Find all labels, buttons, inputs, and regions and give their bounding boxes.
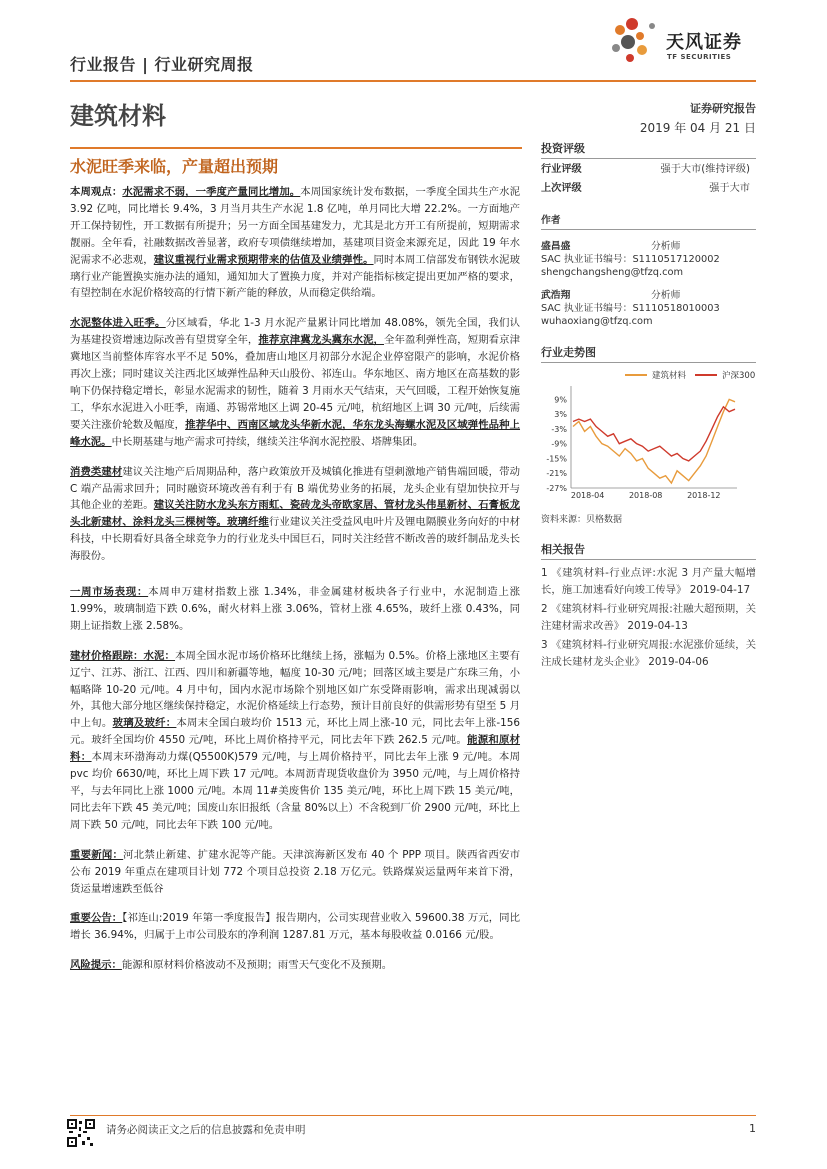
rating-key: 上次评级 [541, 183, 582, 194]
y-tick-label: -3% [551, 424, 567, 434]
author-email[interactable]: wuhaoxiang@tfzq.com [541, 316, 653, 327]
trend-chart [541, 364, 756, 506]
report-type: 行业报告 | 行业研究周报 [70, 55, 254, 74]
rating-row [541, 179, 756, 198]
related-box [541, 541, 756, 673]
rating-row [541, 160, 756, 179]
label-cement-price: 水泥： [143, 649, 176, 662]
trend-heading: 行业走势图 [541, 344, 756, 363]
bold-demand: 水泥需求不弱，一季度产量同比增加。 [122, 186, 301, 198]
text-announce: 【祁连山:2019 年第一季度报告】报告期内，公司实现营业收入 59600.38 万元，同比增长 36.94%，归属于上市公司股东的净利润 1287.81 万元，基本每股收益 0.0166 元/股。 [70, 912, 521, 942]
text-news: 河北禁止新建、扩建水泥等产能。天津滨海新区发布 40 个 PPP 项目。陕西省西安市公布 2019 年重点在建项目计划 772 个项目总投资 2.18 万亿元。铁路煤炭运量两年来首下滑，货运量增速跌至低谷 [70, 848, 521, 895]
related-heading: 相关报告 [541, 541, 756, 560]
label-risk: 风险提示： [70, 959, 122, 972]
text-view: 本周国家统计发布数据，一季度全国共生产水泥 3.92 亿吨，同比增长 9.4%，3 月当月共生产水泥 1.8 亿吨，单月同比大增 22.2%。一方面地产开工保持韧性，开工数据有所提升；另一方面全国基建发力，尤其是北方开工有所提前，短期需求靓丽。全年看，社融数据改善显著，政府专项债继续增加，基建项目资金来源充足，因此 19 年水泥需求不必悲观， [70, 186, 521, 266]
text-glass-price: 本周末全国白玻均价 1513 元，环比上周上涨-10 元，同比去年上涨-156 元。玻纤全国均价 4550 元/吨，环比上周价格持平元，同比去年下跌 262.5 元/吨。 [70, 717, 521, 747]
footer-disclaimer[interactable]: 请务必阅读正文之后的信息披露和免责申明 [106, 1124, 306, 1136]
bold-recommend: 建议重视行业需求预期带来的估值及业绩弹性。 [153, 253, 374, 266]
bold-jidong: 推荐京津冀龙头冀东水泥， [258, 334, 385, 347]
header-divider [70, 80, 756, 82]
text-risk: 能源和原材料价格波动不及预期；雨雪天气变化不及预期。 [121, 959, 393, 972]
text-cement-3: 中长期基建与地产需求可持续，继续关注华润水泥控股、塔牌集团。 [111, 435, 424, 448]
page-number: 1 [749, 1122, 756, 1135]
author-entry [541, 240, 756, 279]
author-cert: SAC 执业证书编号：S1110518010003 [541, 303, 720, 314]
rating-key: 行业评级 [541, 164, 582, 175]
related-report-link[interactable]: 2 《建筑材料-行业研究周报:社融大超预期，关注建材需求改善》 2019-04-13 [541, 603, 756, 632]
chart-source: 资料来源：贝格数据 [541, 515, 623, 525]
logo-name: 天风证券 [666, 32, 742, 53]
y-tick-label: 9% [554, 395, 567, 405]
main-body [70, 184, 520, 987]
legend-label: 沪深300 [722, 371, 756, 381]
paragraph-view [70, 184, 520, 302]
paragraph-announce [70, 910, 520, 944]
label-news: 重要新闻： [70, 848, 124, 861]
bold-consumer: 建议关注防水龙头东方雨虹、瓷砖龙头帝欧家居、管材龙头伟星新材、石膏板龙头北新建材、涂料龙头三棵树等。 [70, 499, 520, 529]
rating-value: 强于大市 [709, 183, 750, 194]
related-report-link[interactable]: 1 《建筑材料-行业点评:水泥 3 月产量大幅增长，施工加速看好向竣工传导》 2019-04-17 [541, 567, 756, 596]
rating-heading: 投资评级 [541, 140, 756, 159]
x-tick-label: 2018-12 [687, 491, 721, 500]
label-cement: 水泥整体进入旺季。 [70, 317, 166, 330]
y-tick-label: 3% [554, 410, 567, 420]
label-announce: 重要公告： [70, 912, 123, 925]
series-line [573, 407, 735, 461]
text-cement: 分区域看，华北 1-3 月水泥产量累计同比增加 48.08%，领先全国，我们认为基建投资增速边际改善有望贯穿全年， [70, 317, 521, 347]
y-tick-label: -15% [546, 454, 567, 464]
paragraph-cement [70, 315, 520, 450]
label-consumer: 消费类建材 [70, 465, 123, 478]
author-cert: SAC 执业证书编号：S1110517120002 [541, 254, 720, 265]
author-name: 武浩翔 [541, 290, 571, 301]
qr-code-icon [67, 1119, 95, 1147]
related-report-link[interactable]: 3 《建筑材料-行业研究周报:水泥涨价延续，关注成长建材龙头企业》 2019-04-06 [541, 639, 756, 668]
author-role: 分析师 [651, 241, 681, 252]
text-market: 本周申万建材指数上涨 1.34%，非金属建材板块各子行业中，水泥制造上涨 1.99%，玻璃制造下跌 0.6%，耐火材料上涨 3.06%，管材上涨 4.65%，玻纤上涨 0.43%，同期上证指数上涨 2.58%。 [70, 586, 521, 632]
report-kind: 证券研究报告 [690, 102, 756, 115]
label-view: 本周观点： [70, 186, 123, 198]
report-date: 2019 年 04 月 21 日 [639, 121, 756, 135]
text-energy-price: 本周末环渤海动力煤(Q5500K)579 元/吨，与上周价格持平，同比去年上涨 9 元/吨。本周 pvc 均价 6630/吨，环比上周下跌 17 元/吨。本周沥青现货收盘价为 3950 元/吨，与上周价格持平，与去年同比上涨 1000 元/吨。本周 11#美废售价 135 美元/吨，环比上周下跌 15 美元/吨，同比去年下跌 45 美元/吨；国废山东旧报纸（含量 80%以上）不含税到厂价 2900 元/吨，环比上周下跌 50 元/吨，同比去年下跌 100 元/吨。 [70, 751, 521, 831]
authors-heading: 作者 [541, 214, 756, 230]
paragraph-consumer [70, 464, 520, 565]
x-tick-label: 2018-08 [628, 491, 663, 500]
paragraph-market [70, 584, 520, 635]
trend-box [541, 344, 756, 363]
text-cement-price: 本周全国水泥市场价格环比继续上扬，涨幅为 0.5%。价格上涨地区主要有辽宁、江苏、浙江、江西、四川和新疆等地，幅度 10-30 元/吨；回落区域主要是广东珠三角，小幅略降 10-20 元/吨。4 月中旬，国内水泥市场除个别地区如广东受降雨影响，需求出现减弱以外，其他大部分地区继续保持稳定，水泥价格延续上行态势，预计目前良好的供需形势有望至 5 月中上旬。 [70, 649, 520, 730]
rating-value: 强于大市(维持评级) [660, 164, 750, 175]
report-title: 水泥旺季来临，产量超出预期 [70, 157, 279, 176]
label-prices: 建材价格跟踪： [70, 649, 144, 662]
y-tick-label: -9% [551, 439, 567, 449]
series-line [573, 399, 735, 483]
author-name: 盛昌盛 [541, 241, 571, 252]
bold-huaxin: 推荐华中、西南区域龙头华新水泥，华东龙头海螺水泥及区域弹性品种上峰水泥。 [70, 418, 521, 448]
label-market: 一周市场表现： [70, 586, 149, 599]
logo-subtitle: TF SECURITIES [667, 53, 732, 61]
title-divider [70, 147, 522, 149]
author-email[interactable]: shengchangsheng@tfzq.com [541, 267, 684, 278]
text-cement-2: 全年盈利弹性高，短期看京津冀地区当前整体库容水平不足 50%，叠加唐山地区月初部分水泥企业停窑限产的影响，水泥价格再次上涨；同时建议关注西北区域弹性品种天山股份、祁连山。华东地区、南方地区在高基数的影响下仍保持稳定增长，彰显水泥需求的韧性，随着 3 月雨水天气结束，天气回暖，工程开始恢复施工，华东水泥进入小旺季，南通、苏锡常地区上调 20-45 元/吨，杭绍地区上调 30 元/吨，后续需要关注涨价轮数及幅度， [70, 334, 521, 431]
text-fiberglass: 行业建议关注受益风电叶片及锂电隔膜业务向好的中材科技，中长期看好具备全球竞争力的行业龙头中国巨石，同时关注经营不断改善的玻纤制品龙头长海股份。 [70, 516, 521, 563]
authors-box [541, 214, 756, 328]
rating-box [541, 140, 756, 198]
paragraph-news [70, 847, 520, 898]
legend-label: 建筑材料 [652, 371, 687, 381]
sector-title: 建筑材料 [70, 102, 166, 130]
paragraph-prices [70, 648, 520, 834]
x-tick-label: 2018-04 [570, 491, 605, 500]
footer-divider [70, 1115, 756, 1116]
y-tick-label: -27% [546, 484, 567, 493]
text-view-2: 同时本周工信部发布钢铁水泥玻璃行业产能置换实施办法的通知，通知加大了置换力度，并对产能指标核定提出更加严格的要求，有望控制在水泥价格较高的行情下新产能的释放，从而稳定供给端。 [70, 253, 521, 300]
author-role: 分析师 [651, 290, 681, 301]
label-energy-price: 能源和原材料： [70, 734, 521, 764]
label-fiberglass: 玻璃纤维 [227, 516, 269, 529]
paragraph-risk [70, 957, 520, 974]
y-tick-label: -21% [546, 469, 567, 479]
text-consumer: 建议关注地产后周期品种，落户政策放开及城镇化推进有望刺激地产销售端回暖，带动 C 端产品需求回升；同时融资环境改善有利于有 B 端优势业务的拓展，龙头企业有望加快拉开与其他企业的差距。 [70, 465, 521, 512]
author-entry [541, 289, 756, 328]
label-glass-price: 玻璃及玻纤： [112, 717, 177, 730]
